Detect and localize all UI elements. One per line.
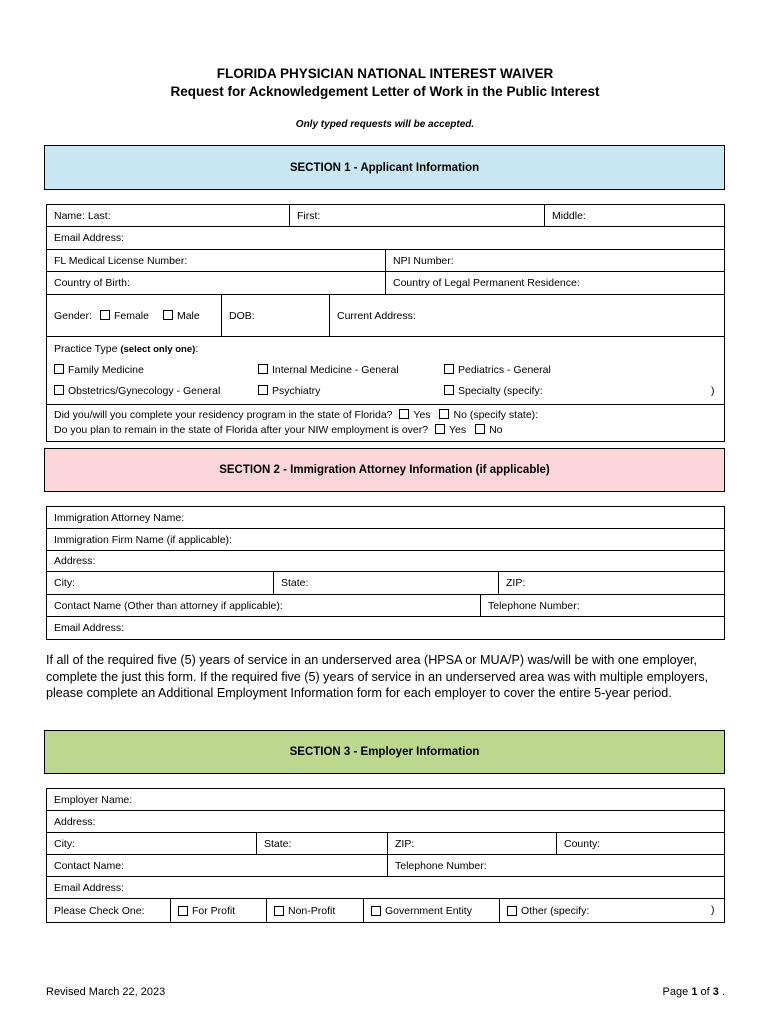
employment-instructions: If all of the required five (5) years of service in an underserved area (HPSA or MUA/P) was/will be with one employer, complete the just this form. If the required five (5) years of service in an underserved area was with multiple employers, please complete an Additional Employment Information form for each employer to cover the entire 5-year period.	[46, 653, 709, 700]
practice-type-row	[47, 337, 724, 405]
typed-only-note: Only typed requests will be accepted.	[295, 119, 475, 130]
attorney-info-table	[46, 506, 725, 640]
residency-yes-checkbox[interactable]: Yes	[399, 409, 430, 421]
residency-no-checkbox[interactable]: No (specify state):	[439, 409, 538, 421]
remain-question: Do you plan to remain in the state of Florida after your NIW employment is over? Yes No	[54, 424, 503, 436]
last-name-field[interactable]: Name: Last:	[54, 209, 111, 222]
applicant-email-field[interactable]: Email Address:	[54, 232, 125, 244]
pediatrics-checkbox[interactable]: Pediatrics - General	[444, 364, 551, 376]
specialty-close-paren: )	[711, 385, 715, 397]
employer-telephone-field[interactable]: Telephone Number:	[387, 855, 724, 876]
employer-email-field[interactable]: Email Address:	[54, 881, 125, 894]
page-number: Page 1 of 3 .	[662, 986, 725, 998]
florida-questions-row	[47, 405, 724, 441]
employer-county-field[interactable]: County:	[556, 833, 724, 854]
section1-heading: SECTION 1 - Applicant Information	[44, 145, 725, 190]
attorney-city-field[interactable]: City:	[54, 577, 75, 589]
practice-type-label: Practice Type (select only one):	[54, 343, 199, 355]
employer-address-field[interactable]: Address:	[54, 815, 96, 828]
psychiatry-checkbox[interactable]: Psychiatry	[258, 385, 320, 397]
npi-number-field[interactable]: NPI Number:	[385, 250, 724, 271]
firm-name-field[interactable]: Immigration Firm Name (if applicable):	[54, 533, 232, 546]
obgyn-checkbox[interactable]: Obstetrics/Gynecology - General	[54, 385, 220, 397]
attorney-name-field[interactable]: Immigration Attorney Name:	[54, 511, 185, 524]
current-address-field[interactable]: Current Address:	[329, 295, 724, 336]
form-title: FLORIDA PHYSICIAN NATIONAL INTEREST WAIVER	[216, 66, 554, 81]
country-of-birth-field[interactable]: Country of Birth:	[54, 277, 130, 289]
attorney-state-field[interactable]: State:	[273, 572, 498, 594]
middle-name-field[interactable]: Middle:	[544, 205, 724, 226]
attorney-telephone-field[interactable]: Telephone Number:	[480, 595, 724, 616]
attorney-email-field[interactable]: Email Address:	[54, 622, 125, 634]
license-number-field[interactable]: FL Medical License Number:	[54, 254, 188, 267]
applicant-info-table	[46, 204, 725, 442]
family-medicine-checkbox[interactable]: Family Medicine	[54, 364, 144, 376]
section3-heading: SECTION 3 - Employer Information	[44, 730, 725, 774]
gender-label: Gender:	[54, 309, 92, 322]
employer-city-field[interactable]: City:	[54, 837, 75, 850]
government-entity-checkbox[interactable]: Government Entity	[363, 899, 499, 922]
other-close-paren: )	[711, 904, 715, 916]
section2-heading: SECTION 2 - Immigration Attorney Information (if applicable)	[44, 448, 725, 492]
employer-contact-name-field[interactable]: Contact Name:	[54, 859, 125, 872]
for-profit-checkbox[interactable]: For Profit	[170, 899, 266, 922]
form-subtitle: Request for Acknowledgement Letter of Work in the Public Interest	[170, 84, 600, 99]
remain-no-checkbox[interactable]: No	[475, 424, 502, 436]
employer-zip-field[interactable]: ZIP:	[387, 833, 556, 854]
non-profit-checkbox[interactable]: Non-Profit	[266, 899, 363, 922]
revised-date: Revised March 22, 2023	[46, 986, 166, 998]
employer-state-field[interactable]: State:	[256, 833, 387, 854]
attorney-zip-field[interactable]: ZIP:	[498, 572, 724, 594]
employer-info-table	[46, 788, 725, 923]
please-check-label: Please Check One:	[54, 904, 145, 917]
specialty-checkbox[interactable]: Specialty (specify:	[444, 385, 543, 397]
residence-country-field[interactable]: Country of Legal Permanent Residence:	[385, 272, 724, 294]
remain-yes-checkbox[interactable]: Yes	[435, 424, 466, 436]
male-checkbox[interactable]: Male	[163, 310, 200, 322]
female-checkbox[interactable]: Female	[100, 310, 149, 322]
first-name-field[interactable]: First:	[289, 205, 544, 226]
residency-question: Did you/will you complete your residency program in the state of Florida? Yes No (specify state):	[54, 409, 539, 421]
employer-name-field[interactable]: Employer Name:	[54, 793, 133, 806]
attorney-address-field[interactable]: Address:	[54, 555, 96, 567]
other-checkbox[interactable]: Other (specify:	[499, 899, 724, 922]
dob-field[interactable]: DOB:	[221, 295, 329, 336]
internal-medicine-checkbox[interactable]: Internal Medicine - General	[258, 364, 399, 376]
attorney-contact-name-field[interactable]: Contact Name (Other than attorney if applicable):	[54, 599, 283, 612]
gender-field	[47, 295, 221, 336]
